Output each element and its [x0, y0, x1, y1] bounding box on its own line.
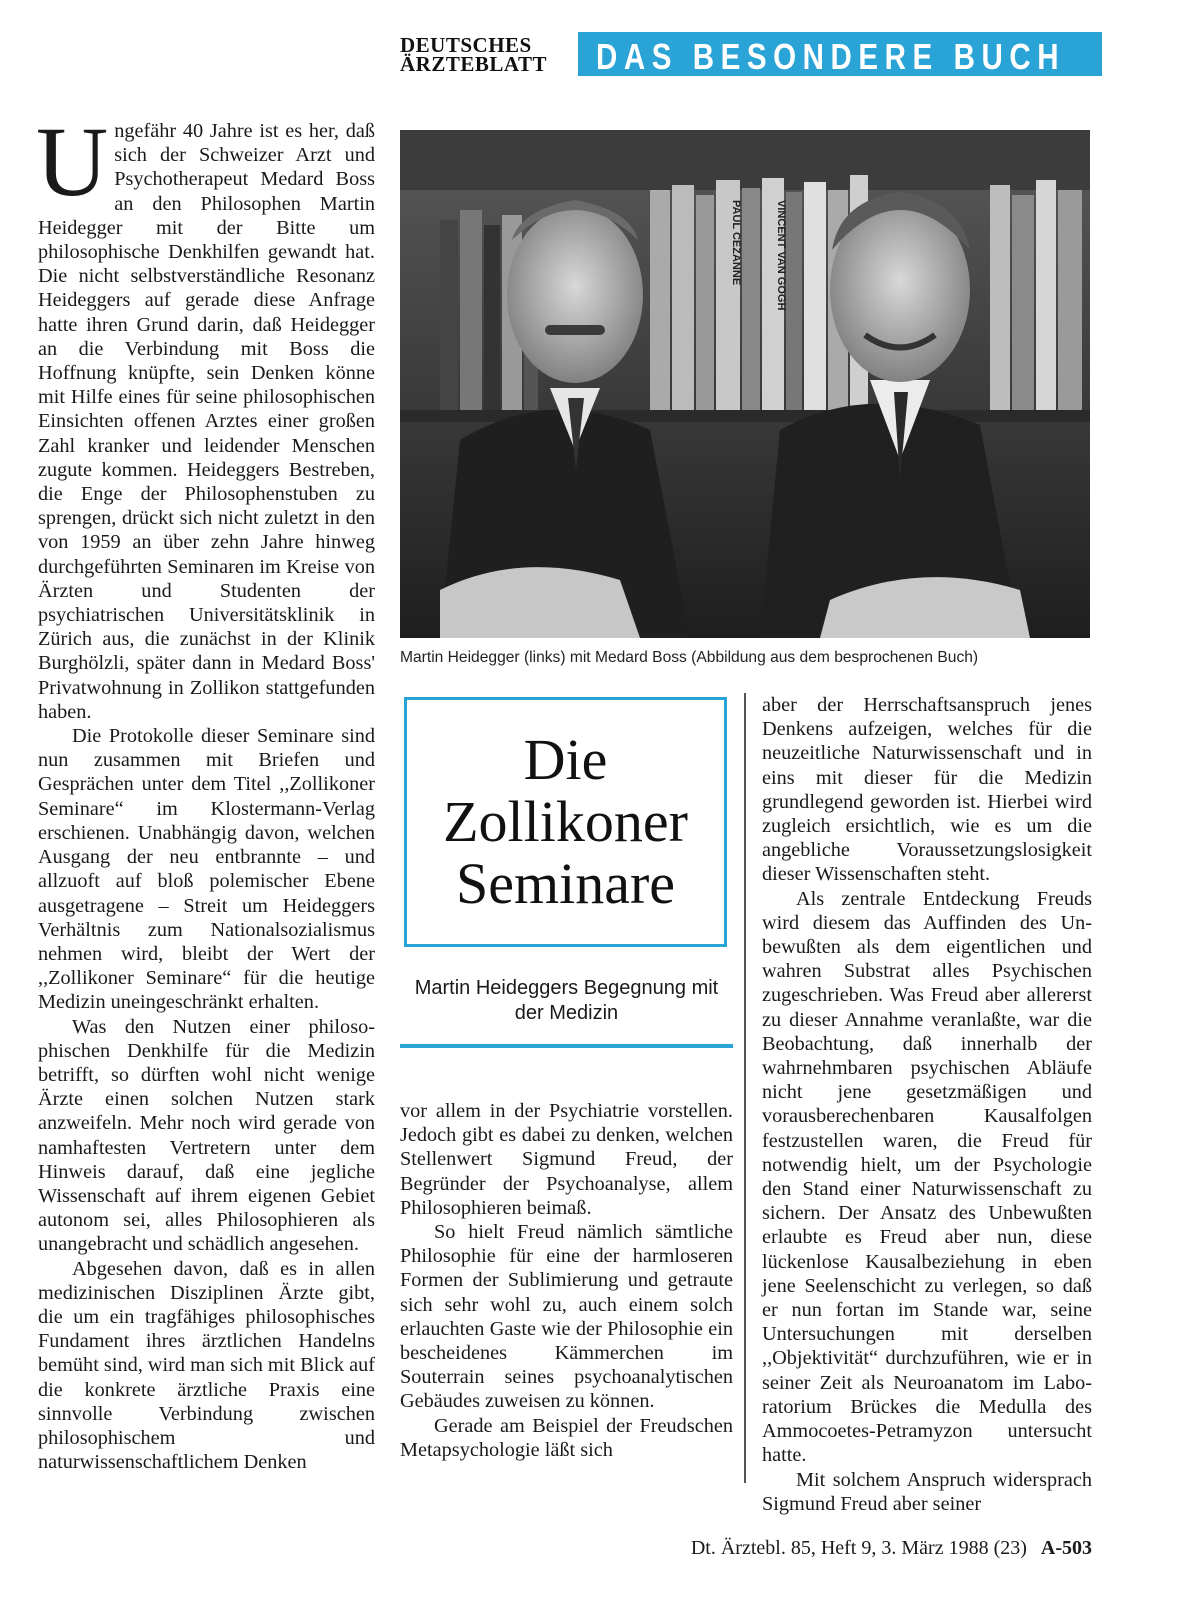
paragraph-text: ngefähr 40 Jahre ist es her, daß sich der Schweizer Arzt und Psychotherapeut Medard Boss an den Philosophen Martin Heidegger mit der Bitte um philosophische Denkhilfen gewandt hat. Die nicht selbstverständliche Resonanz Heideggers auf gerade diese Anfrage hatte ihren Grund darin, daß Heidegger an die Verbindung mit Boss die Hoffnung knüpfte, sein Denken könne mit Hilfe eines für seine philosophischen Einsichten offenen Arztes einer großen Zahl kranker und leidender Menschen zugute kommen. Heideggers Bestreben, die Enge der Philosophenstuben zu sprengen, drückt sich nicht zuletzt in den von 1959 an über zehn Jahre hinweg durchgeführten Seminaren im Kreise von Ärzten und Studenten der psychiatrischen Universitätsklinik in Zürich aus, die zunächst in der Klinik Burghölzli, später dann in Medard Boss' Privatwohnung in Zollikon stattgefunden haben. [38, 120, 375, 723]
paragraph: Mit solchem Anspruch widersprach Sigmund Freud aber seiner [762, 1468, 1092, 1515]
article-title: Die Zollikoner Seminare [443, 727, 688, 916]
paragraph: aber der Herrschaftsanspruch jenes Denkens aufzeigen, welches für die neuzeitliche Naturwissenschaft und in eins mit dieser für die Medizin grundlegend geworden ist. Hierbei wird zugleich ersichtlich, wie es um die angebliche Voraussetzungslosigkeit dieser Wissenschaften steht. [762, 694, 1092, 886]
paragraph: So hielt Freud nämlich sämtliche Philosophie für eine der harmloseren Formen der Sublimierung und getraute sich sehr wohl zu, auch einem solch erlauchten Gaste wie der Philosophie ein bescheidenes Kämmerchen im Souterrain seines psychoanalytischen Gebäudes zuweisen zu können. [400, 1221, 733, 1413]
article-column-1 [36, 106, 375, 1474]
book-spine-title: PAUL CEZANNE [730, 200, 742, 286]
paragraph: Abgesehen davon, daß es in allen medizinischen Disziplinen Ärzte gibt, die um ein tragfähiges philosophisches Fundament ihres ärztlichen Handelns bemüht sind, wird man sich mit Blick auf die konkrete ärztliche Praxis eine sinnvolle Verbindung zwischen philosophischem und naturwissenschaftlichem Denken [38, 1257, 375, 1474]
masthead [400, 32, 1178, 82]
article-column-3 [762, 693, 1092, 1516]
journal-logo: DEUTSCHES ÄRZTEBLATT [400, 33, 547, 76]
article-column-2 [400, 1099, 733, 1462]
page-footer [691, 1537, 1092, 1560]
section-title: DAS BESONDERE BUCH [596, 36, 1066, 76]
section-banner [578, 32, 1102, 76]
paragraph: vor allem in der Psychiatrie vorstellen. Jedoch gibt es dabei zu denken, welchen Stellenwert Sigmund Freud, der Begründer der Psychoanalyse, allem Philosophieren beimaß. [400, 1100, 733, 1219]
drop-cap: U [36, 106, 109, 217]
column-divider [744, 693, 746, 1483]
paragraph: Was den Nutzen einer philosophischen Denkhilfe für die Medizin betrifft, so dürften wohl nicht wenige Ärzte einen solchen Nutzen stark anzweifeln. Mehr noch wird gerade von namhaftesten Vertretern unter dem Hinweis darauf, daß eine jegliche Wissenschaft auf ihrem eigenen Gebiet autonom sei, alles Philosophieren als unangebracht und schädlich angesehen. [38, 1015, 375, 1256]
title-divider [400, 1044, 733, 1048]
paragraph: Gerade am Beispiel der Freudschen Metapsychologie läßt sich [400, 1414, 733, 1461]
paragraph: Die Protokolle dieser Seminare sind nun zusammen mit Briefen und Gesprächen unter dem Titel ,,Zollikoner Seminare“ im Klostermann-Verlag erschienen. Unabhängig davon, welchen Ausgang der neu entbrannte – und allzuoft auf bloß polemischer Ebene ausgetragene – Streit um Heideggers Verhältnis zum Nationalsozialismus nehmen wird, bleibt der Wert der ,,Zollikoner Seminare“ für die heutige Medizin uneingeschränkt erhalten. [38, 725, 375, 1014]
photo-caption: Martin Heidegger (links) mit Medard Boss (Abbildung aus dem besprochenen Buch) [400, 649, 979, 666]
book-spine-title: VINCENT VAN GOGH [775, 200, 787, 311]
page-number: A-503 [1040, 1537, 1092, 1559]
citation: Dt. Ärztebl. 85, Heft 9, 3. März 1988 (23) [690, 1537, 1027, 1559]
article-photo [400, 130, 1090, 638]
article-subtitle: Martin Heideggers Begegnung mit der Medizin [414, 977, 719, 1024]
photo-illustration [400, 130, 1090, 638]
title-box [404, 697, 727, 947]
paragraph [36, 106, 375, 724]
paragraph: Als zentrale Entdeckung Freuds wird diesem das Auffinden des Unbewußten als dem eigentlichen und wahren Substrat alles Psychischen zugeschrieben. Was Freud aber allererst zu dieser Annahme veranlaßte, war die Beobachtung, daß innerhalb der wahrnehmbaren psychischen Abläufe nicht jene gesetzmäßigen und vorausberechenbaren Kausalfolgen festzustellen waren, die Freud für notwendig hielt, um der Psychologie den Stand einer Naturwissenschaft zu sichern. Der Ansatz des Unbewußten erlaubte es Freud aber nun, diese lückenlose Kausalbeziehung in eben jene Seelenschicht zu verlegen, so daß er nun fortan im Stande war, seine Untersuchungen mit derselben ,,Objektivität“ durchzuführen, wie er in seiner Zeit als Neuroanatom im Laboratorium Brückes die Medulla des Ammocoetes-Petramyzon untersucht hatte. [762, 887, 1092, 1467]
